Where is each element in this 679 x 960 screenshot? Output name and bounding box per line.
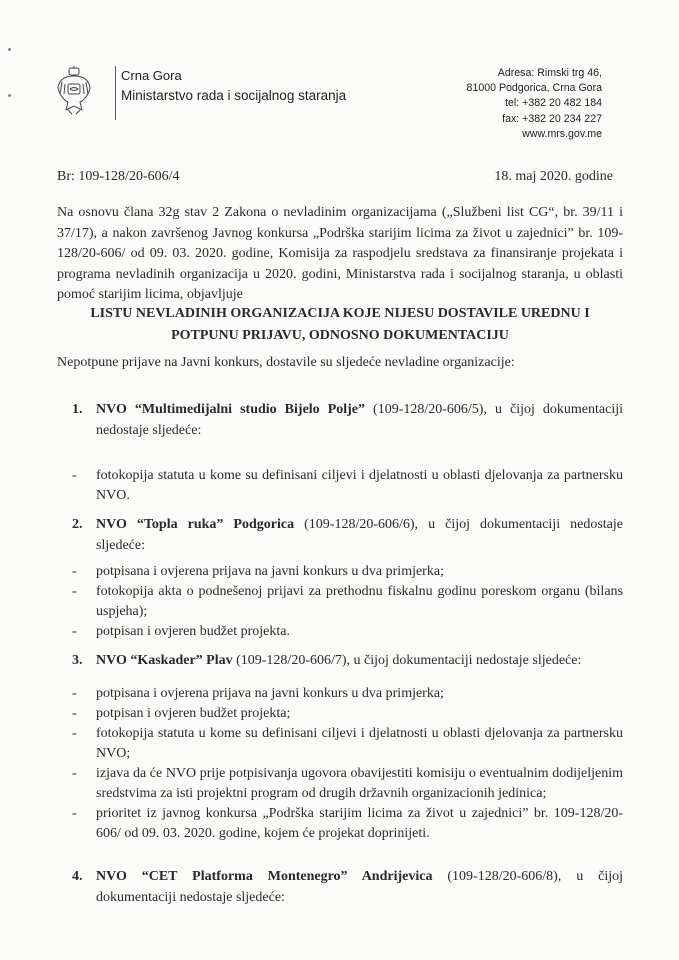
title-line: POTPUNU PRIJAVU, ODNOSNO DOKUMENTACIJU	[171, 328, 509, 343]
organization-item-3	[72, 651, 623, 672]
document-date: 18. maj 2020. godine	[494, 169, 613, 184]
missing-item: - fotokopija statuta u kome su definisani ciljevi i djelatnosti u oblasti djelovanja za partnersku NVO;	[72, 726, 623, 761]
reference-number: Br: 109-128/20-606/4	[57, 169, 180, 184]
item-number: 4.	[72, 869, 83, 884]
intro-paragraph: Na osnovu člana 32g stav 2 Zakona o nevladinim organizacijama („Službeni list CG“, br. 39/11 i 37/17), a nakon završenog Javnog konkursa „Podrška starijim licima za život u zajednici” br. 109-128/20-606/ od 09. 03. 2020. godine, Komisija za raspodjelu sredstava za finansiranje projekata i programa nevladinih organizacija u 2020. godini, Ministarstva rada i socijalnog staranja, u oblasti pomoć starijim licima, objavljuje	[57, 205, 623, 302]
letterhead-divider	[115, 66, 116, 120]
item-number: 3.	[72, 653, 83, 668]
organization-name: NVO “Multimedijalni studio Bijelo Polje”	[96, 402, 366, 417]
country-name: Crna Gora	[121, 68, 182, 83]
item-number: 2.	[72, 517, 83, 532]
organization-details: (109-128/20-606/7), u čijoj dokumentaciji nedostaje sljedeće:	[232, 653, 582, 668]
missing-item: - fotokopija akta o podnešenoj prijavi za prethodnu fiskalnu godinu poreskom organu (bilans uspjeha);	[72, 584, 623, 619]
organization-details: (109-128/20-606/8), u čijoj dokumentaciji nedostaje sljedeće:	[96, 869, 623, 905]
missing-item: - potpisana i ovjerena prijava na javni konkurs u dva primjerka;	[72, 686, 444, 701]
scan-speck	[8, 94, 11, 97]
coat-of-arms-icon	[56, 66, 92, 116]
address-city-line: 81000 Podgorica, Crna Gora	[466, 82, 602, 95]
missing-item: - prioritet iz javnog konkursa „Podrška starijim licima za život u zajednici” br. 109-128/20-606/ od 09. 03. 2020. godine, kojem će projekat doprinijeti.	[72, 806, 623, 841]
missing-list-3	[72, 684, 623, 844]
missing-item: - izjava da će NVO prije potpisivanja ugovora obavijestiti komisiju o eventualnim dodijeljenim sredstvima za isti projektni program od drugih državnih organizacionih jedinica;	[72, 766, 623, 801]
scan-speck	[8, 48, 11, 51]
organization-details: (109-128/20-606/5), u čijoj dokumentaciji nedostaje sljedeće:	[96, 402, 623, 438]
missing-list-1	[72, 466, 623, 506]
organization-name: NVO “CET Platforma Montenegro” Andrijevica	[96, 869, 433, 884]
website-line: www.mrs.gov.me	[522, 127, 602, 140]
organization-item-4	[72, 867, 623, 908]
missing-list-2	[72, 562, 623, 642]
contact-block	[467, 66, 602, 142]
lead-sentence: Nepotpune prijave na Javni konkurs, dostavile su sljedeće nevladine organizacije:	[57, 355, 515, 370]
ministry-name: Ministarstvo rada i socijalnog staranja	[121, 88, 347, 103]
organization-item-2	[72, 515, 623, 556]
title-line: LISTU NEVLADINIH ORGANIZACIJA KOJE NIJESU DOSTAVILE UREDNU I	[90, 306, 590, 321]
organization-item-1	[72, 400, 623, 441]
organization-details: (109-128/20-606/6), u čijoj dokumentaciji nedostaje sljedeće:	[96, 517, 623, 553]
missing-item: - potpisan i ovjeren budžet projekta;	[72, 706, 291, 721]
fax-line: fax: +382 20 234 227	[502, 112, 602, 125]
document-title	[57, 303, 623, 347]
organization-name: NVO “Topla ruka” Podgorica	[96, 517, 295, 532]
address-line: Adresa: Rimski trg 46,	[497, 67, 602, 79]
bullet-dash: -	[72, 468, 77, 483]
missing-item: - fotokopija statuta u kome su definisani ciljevi i djelatnosti u oblasti djelovanja za partnersku NVO.	[72, 468, 623, 503]
organization-name: NVO “Kaskader” Plav	[96, 653, 233, 668]
phone-line: tel: +382 20 482 184	[505, 97, 602, 110]
missing-item: - potpisana i ovjerena prijava na javni konkurs u dva primjerka;	[72, 564, 444, 579]
item-number: 1.	[72, 402, 83, 417]
missing-item: - potpisan i ovjeren budžet projekta.	[72, 624, 290, 639]
